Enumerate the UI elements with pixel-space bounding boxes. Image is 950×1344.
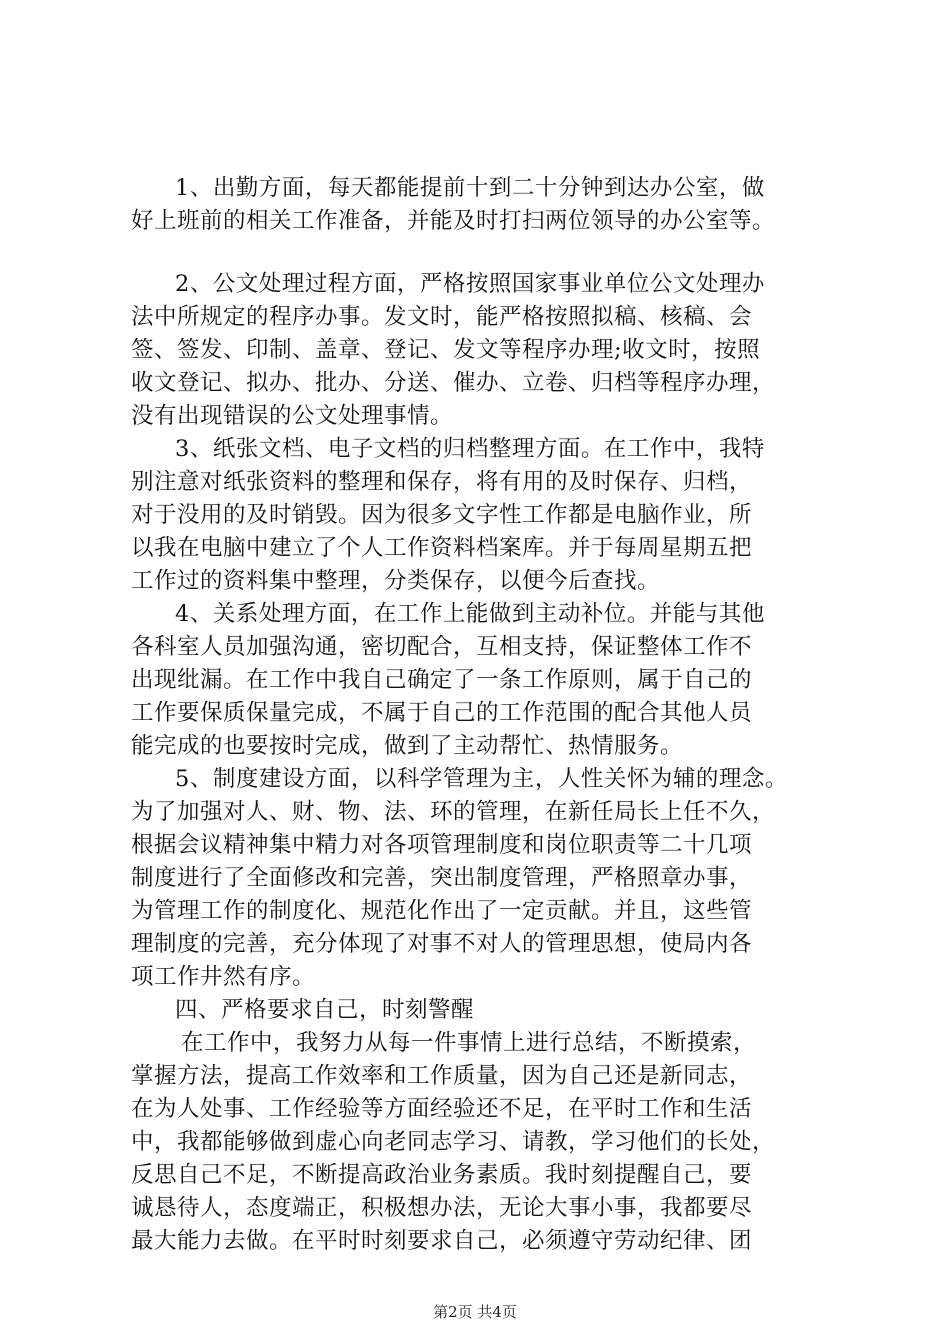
text-line: 1、出勤方面，每天都能提前十到二十分钟到达办公室，做	[175, 175, 765, 201]
section-heading	[131, 994, 831, 1027]
text-line: 签、签发、印制、盖章、登记、发文等程序办理;收文时，按照	[131, 337, 761, 363]
paragraph-document-processing	[131, 268, 831, 433]
paragraph-archiving	[131, 433, 831, 598]
text-line: 中，我都能够做到虚心向老同志学习、请教，学习他们的长处，	[131, 1129, 776, 1155]
paragraph-self-discipline	[131, 1027, 831, 1258]
text-line: 理制度的完善，充分体现了对事不对人的管理思想，使局内各	[131, 931, 753, 957]
text-line: 4、关系处理方面，在工作上能做到主动补位。并能与其他	[175, 601, 765, 627]
text-line: 以我在电脑中建立了个人工作资料档案库。并于每周星期五把	[131, 535, 753, 561]
text-line: 别注意对纸张资料的整理和保存，将有用的及时保存、归档，	[131, 469, 753, 495]
text-line: 根据会议精神集中精力对各项管理制度和岗位职责等二十几项	[131, 832, 753, 858]
text-line: 在为人处事、工作经验等方面经验还不足，在平时工作和生活	[131, 1096, 753, 1122]
text-line: 法中所规定的程序办事。发文时，能严格按照拟稿、核稿、会	[131, 304, 753, 330]
text-line: 3、纸张文档、电子文档的归档整理方面。在工作中，我特	[175, 436, 765, 462]
text-line: 最大能力去做。在平时时刻要求自己，必须遵守劳动纪律、团	[131, 1228, 753, 1254]
text-line: 能完成的也要按时完成，做到了主动帮忙、热情服务。	[131, 733, 684, 759]
text-line: 为了加强对人、财、物、法、环的管理，在新任局长上任不久，	[131, 799, 776, 825]
text-line: 出现纰漏。在工作中我自己确定了一条工作原则，属于自己的	[131, 667, 753, 693]
text-line: 没有出现错误的公文处理事情。	[131, 403, 454, 429]
page-footer: 第2页 共4页	[433, 1303, 517, 1321]
paragraph-system-building	[131, 763, 831, 994]
paragraph-attendance	[131, 172, 831, 238]
text-line: 为管理工作的制度化、规范化作出了一定贡献。并且，这些管	[131, 898, 753, 924]
document-body	[131, 172, 831, 1258]
text-line: 四、严格要求自己，时刻警醒	[175, 997, 475, 1023]
text-line: 2、公文处理过程方面，严格按照国家事业单位公文处理办	[175, 271, 765, 297]
text-line: 项工作井然有序。	[131, 964, 316, 990]
text-line: 制度进行了全面修改和完善，突出制度管理，严格照章办事，	[131, 865, 753, 891]
text-line: 对于没用的及时销毁。因为很多文字性工作都是电脑作业，所	[131, 502, 753, 528]
text-line: 反思自己不足，不断提高政治业务素质。我时刻提醒自己，要	[131, 1162, 753, 1188]
text-line: 5、制度建设方面，以科学管理为主，人性关怀为辅的理念。	[175, 766, 788, 792]
text-line: 工作要保质保量完成，不属于自己的工作范围的配合其他人员	[131, 700, 753, 726]
text-line: 诚恳待人，态度端正，积极想办法，无论大事小事，我都要尽	[131, 1195, 753, 1221]
text-line: 各科室人员加强沟通，密切配合，互相支持，保证整体工作不	[131, 634, 753, 660]
text-line: 在工作中，我努力从每一件事情上进行总结，不断摸索，	[181, 1030, 757, 1056]
text-line: 好上班前的相关工作准备，并能及时打扫两位领导的办公室等。	[131, 208, 776, 234]
text-line: 收文登记、拟办、批办、分送、催办、立卷、归档等程序办理，	[131, 370, 776, 396]
text-line: 掌握方法，提高工作效率和工作质量，因为自己还是新同志，	[131, 1063, 753, 1089]
paragraph-relations	[131, 598, 831, 763]
text-line: 工作过的资料集中整理，分类保存，以便今后查找。	[131, 568, 661, 594]
